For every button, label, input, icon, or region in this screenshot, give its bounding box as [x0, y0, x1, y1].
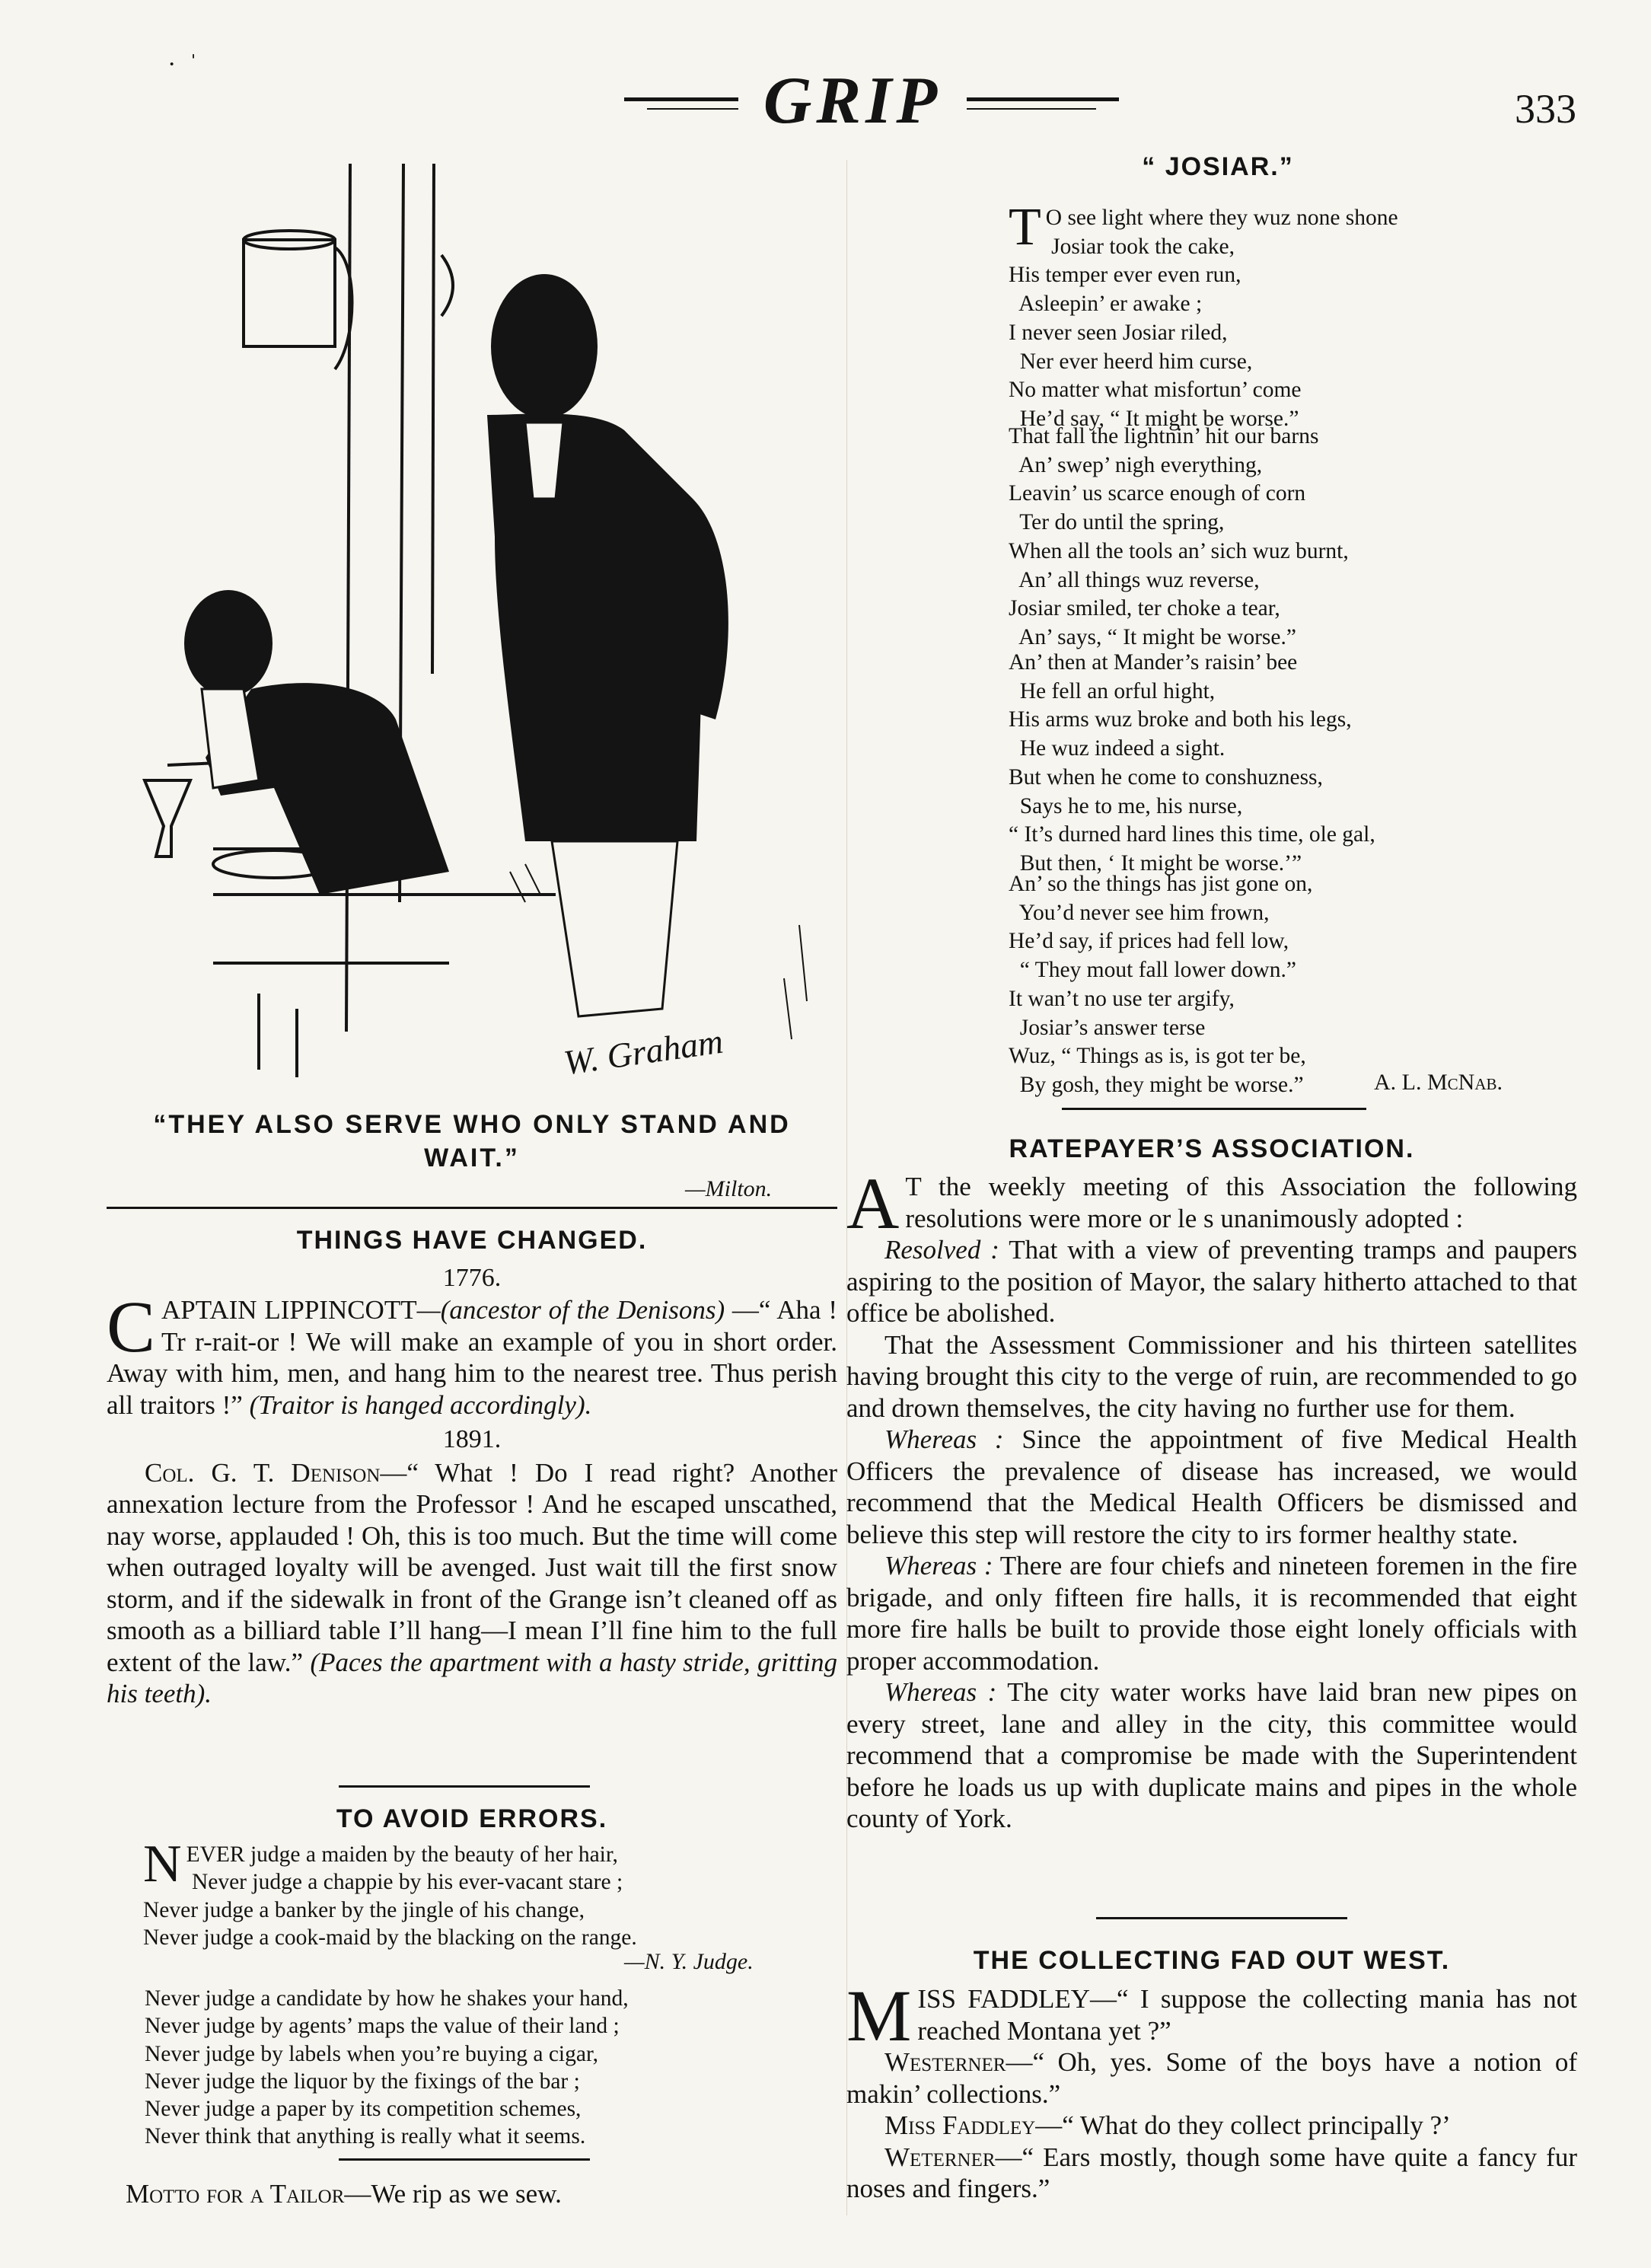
paragraph-text: Since the appointment of five Medical Health Officers the prevalence of disease has increased, we would recommend that the Medical Health Officers be dismissed and believe this step will restore the city to irs former healthy state.	[846, 1424, 1577, 1549]
avoid-errors-attribution: —N. Y. Judge.	[624, 1949, 754, 1974]
illustration-drawing	[129, 141, 837, 1089]
dropcap: N	[143, 1835, 182, 1893]
divider	[1096, 1917, 1347, 1919]
speaker: Col. G. T. Denison	[145, 1457, 381, 1488]
josiar-stanza-4: An’ so the things has jist gone on, You’d never see him frown, He’d say, if prices had fell low, “ They mout fall lower down.” It wan’t no use ter argify, Josiar’s answer terse Wuz, “ Things as is, is got ter be, By gosh, they might be worse.”	[1009, 872, 1313, 1097]
josiar-heading: “ JOSIAR.”	[1142, 152, 1294, 181]
avoid-errors-stanza-1	[143, 1835, 637, 1951]
josiar-stanza-3: An’ then at Mander’s raisin’ bee He fell an orful hight, His arms wuz broke and both his legs, He wuz indeed a sight. But when he come to conshuzness, Says he to me, his nurse, “ It’s durned hard lines this time, ole gal, But then, ‘ It might be worse.’”	[1009, 650, 1375, 876]
corner-mark: · ˈ	[167, 50, 198, 78]
paragraph-text: —“ Oh, yes. Some of the boys have a notion of makin’ collections.”	[846, 2047, 1577, 2109]
avoid-errors-stanza-2: Never judge a candidate by how he shakes your hand, Never judge by agents’ maps the value of their land ; Never judge by labels when you’re buying a cigar, Never judge the liquor by the fixings of the bar ; Never judge a paper by its competition schemes, Never think that anything is really what it seems.	[145, 1986, 629, 2149]
artist-signature: W. Graham	[561, 1021, 725, 1083]
year-1891: 1891.	[442, 1425, 502, 1453]
stanza-text: EVER judge a maiden by the beauty of her hair, Never judge a chappie by his ever-vacant stare ; Never judge a banker by the jingle of his change, Never judge a cook-maid by the blacking on the range.	[143, 1842, 637, 1950]
page-number: 333	[1515, 86, 1576, 132]
things-changed-body	[107, 1286, 838, 1710]
divider	[1062, 1108, 1366, 1110]
dropcap: T	[1009, 198, 1041, 257]
masthead-rule-right	[967, 97, 1119, 101]
paragraph-text: —“ What ! Do I read right? Another annexation lecture from the Professor ! And he escaped unscathed, nay worse, applauded ! Oh, this is too much. But the time will come when outraged loyalty will be avenged. Just wait till the first snow storm, and if the sidewalk in front of the Grange isn’t cleaned off as smooth as a billiard table I’ll hang—I mean I’ll fine him to the full extent of the law.”	[107, 1457, 837, 1677]
josiar-author: A. L. McNab.	[1374, 1070, 1503, 1095]
paragraph-text: That the Assessment Commissioner and his thirteen satellites having brought this city to the verge of ruin, are recommended to go and drown themselves, the city having no further use for them.	[846, 1329, 1577, 1423]
resolution-label: Resolved :	[884, 1235, 999, 1265]
paragraph-text: —“ I suppose the collecting mania has not reached Montana yet ?”	[917, 1984, 1577, 2046]
divider	[339, 2158, 590, 2161]
divider	[339, 1785, 590, 1788]
speaker: Westerner	[884, 2047, 1006, 2077]
ratepayers-heading: RATEPAYER’S ASSOCIATION.	[1009, 1134, 1415, 1163]
resolution-label: Whereas :	[884, 1551, 993, 1581]
motto	[126, 2179, 562, 2209]
stage-direction: (Traitor is hanged accordingly).	[249, 1389, 592, 1420]
caption-attribution: —Milton.	[685, 1176, 773, 1201]
paragraph-text: —“ Ears mostly, though some have quite a fancy fur noses and fingers.”	[846, 2142, 1577, 2203]
illustration	[129, 141, 837, 1089]
collecting-heading: THE COLLECTING FAD OUT WEST.	[973, 1946, 1451, 1975]
dropcap: C	[107, 1286, 156, 1367]
speaker: APTAIN LIPPINCOTT	[161, 1295, 417, 1325]
divider	[107, 1207, 837, 1209]
motto-label: Motto for a Tailor	[126, 2179, 345, 2209]
masthead-rule-right-thin	[967, 108, 1096, 110]
paragraph-text: —“ Aha ! Tr r-rait-or ! We will make an example of you in short order. Away with him, men, and hang him to the nearest tree. Thus perish all traitors !”	[107, 1295, 837, 1420]
masthead-title: GRIP	[763, 64, 942, 138]
josiar-stanza-1	[1009, 198, 1398, 434]
paragraph-text: —“ What do they collect principally ?’	[1035, 2110, 1451, 2140]
masthead-rule-left	[624, 97, 738, 101]
stage-note: —(ancestor of the Denisons)	[416, 1295, 725, 1325]
things-changed-heading: THINGS HAVE CHANGED.	[296, 1226, 648, 1255]
paragraph-text: The city water works have laid bran new pipes on every street, lane and alley in the city, this committee would recommend that a compromise be made with the Superintendent before he loads us up with duplicate mains and pipes in the whole county of York.	[846, 1677, 1577, 1833]
paragraph-text: There are four chiefs and nineteen foremen in the fire brigade, and only fifteen fire halls, it is recommended that eight more fire halls be built to provide those eight lonely officials with proper accommodation.	[846, 1551, 1577, 1676]
resolution-label: Whereas :	[884, 1424, 1004, 1454]
speaker: Weterner	[884, 2142, 996, 2172]
speaker: ISS FADDLEY	[917, 1984, 1091, 2014]
paragraph-text: T the weekly meeting of this Association the following resolutions were more or le s unanimously adopted :	[905, 1172, 1577, 1233]
speaker: Miss Faddley	[884, 2110, 1036, 2140]
masthead-rule-left-thin	[647, 108, 738, 110]
josiar-stanza-2: That fall the lightnin’ hit our barns An’ swep’ nigh everything, Leavin’ us scarce enough of corn Ter do until the spring, When all the tools an’ sich wuz burnt, An’ all things wuz reverse, Josiar smiled, ter choke a tear, An’ says, “ It might be worse.”	[1009, 424, 1349, 649]
masthead	[0, 64, 1651, 151]
resolution-label: Whereas :	[884, 1677, 997, 1707]
caption-text: “THEY ALSO SERVE WHO ONLY STAND AND WAIT.”	[153, 1110, 791, 1172]
ratepayers-body	[846, 1163, 1577, 1835]
avoid-errors-heading: TO AVOID ERRORS.	[336, 1804, 608, 1833]
stanza-text: O see light where they wuz none shone Josiar took the cake, His temper ever even run, Asleepin’ er awake ; I never seen Josiar riled, Ner ever heerd him curse, No matter what misfortun’ come He’d say, “ It might be worse.”	[1009, 206, 1398, 431]
stage-direction: (Paces the apartment with a hasty stride, gritting his teeth).	[107, 1647, 838, 1708]
dropcap: M	[846, 1975, 912, 2056]
illustration-caption	[107, 1108, 837, 1175]
year-1776: 1776.	[442, 1264, 502, 1292]
dropcap: A	[846, 1163, 900, 1244]
collecting-body	[846, 1975, 1577, 2205]
motto-text: —We rip as we sew.	[344, 2179, 562, 2209]
paragraph-text: That with a view of preventing tramps and paupers aspiring to the position of Mayor, the salary hitherto attached to that office be abolished.	[846, 1235, 1577, 1328]
